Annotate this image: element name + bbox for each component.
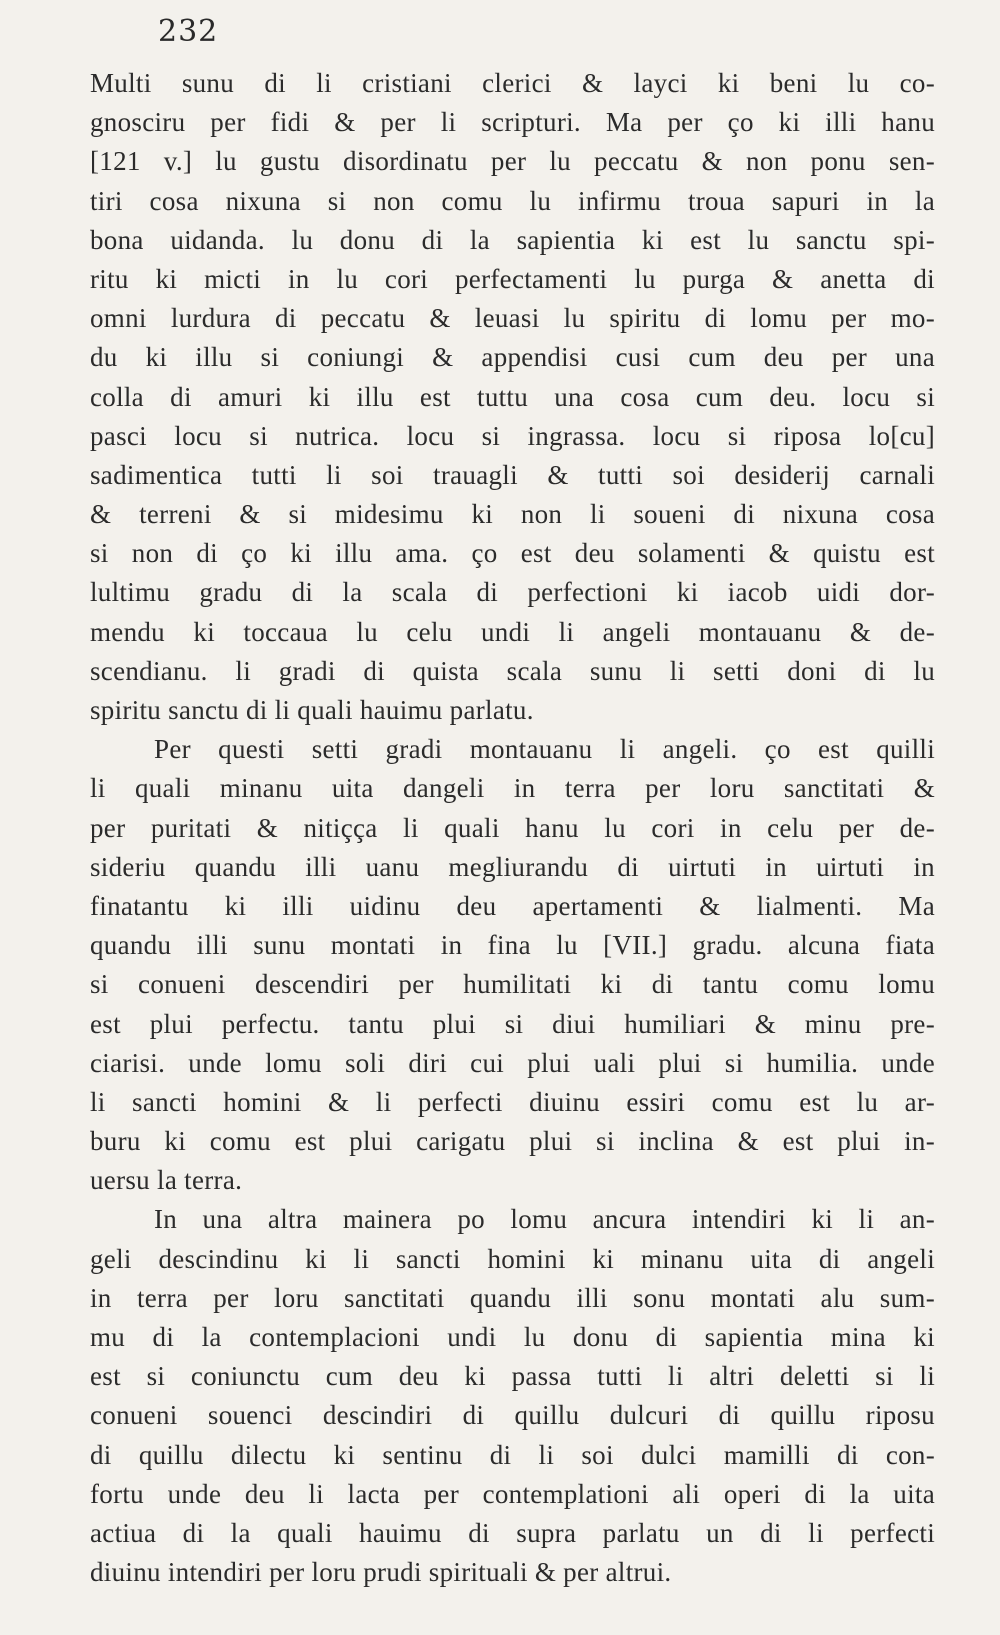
paragraph [90,64,935,730]
text-line: spiritu sanctu di li quali hauimu parlatu. [90,695,534,725]
text-line: conueni souenci descindiri di quillu dulcuri di quillu riposu [90,1400,935,1431]
text-line: mu di la contemplacioni undi lu donu di sapientia mina ki [90,1322,935,1352]
text-line: finatantu ki illi uidinu deu apertamenti & lialmenti. Ma [90,890,935,921]
text-line: ritu ki micti in lu cori perfectamenti lu purga & anetta di [90,263,935,294]
text-line: buru ki comu est plui carigatu plui si inclina & est plui in- [90,1126,935,1157]
page-number: 232 [158,14,219,49]
text-line: est si coniunctu cum deu ki passa tutti li altri deletti si li [90,1361,935,1392]
text-line: Multi sunu di li cristiani clerici & layci ki beni lu co- [90,68,935,98]
text-line: si non di ço ki illu ama. ço est deu solamenti & quistu est [90,538,935,569]
text-line: lultimu gradu di la scala di perfectioni ki iacob uidi dor- [90,577,935,608]
text-line: mendu ki toccaua lu celu undi li angeli montauanu & de- [90,616,935,647]
body-text [90,64,935,1592]
text-line: tiri cosa nixuna si non comu lu infirmu troua sapuri in la [90,185,935,216]
text-line: per puritati & nitiçça li quali hanu lu cori in celu per de- [90,812,935,843]
text-line: Per questi setti gradi montauanu li angeli. ço est quilli [154,734,935,765]
text-line: pasci locu si nutrica. locu si ingrassa. locu si riposa lo[cu] [90,420,935,451]
text-line: quandu illi sunu montati in fina lu [VII.] gradu. alcuna fiata [90,930,935,961]
text-line: actiua di la quali hauimu di supra parlatu un di li perfecti [90,1517,935,1548]
text-line: In una altra mainera po lomu ancura intendiri ki li an- [154,1204,935,1235]
text-line: colla di amuri ki illu est tuttu una cosa cum deu. locu si [90,381,935,412]
text-line: ciarisi. unde lomu soli diri cui plui uali plui si humilia. unde [90,1047,935,1078]
text-line: & terreni & si midesimu ki non li soueni di nixuna cosa [90,499,935,530]
paragraph [90,1200,935,1592]
text-line: in terra per loru sanctitati quandu illi sonu montati alu sum- [90,1282,935,1313]
text-line: geli descindinu ki li sancti homini ki minanu uita di angeli [90,1243,935,1274]
text-line: scendianu. li gradi di quista scala sunu li setti doni di lu [90,655,935,686]
text-line: si conueni descendiri per humilitati ki di tantu comu lomu [90,969,935,1000]
text-line: sideriu quandu illi uanu megliurandu di uirtuti in uirtuti in [90,851,935,882]
text-line: du ki illu si coniungi & appendisi cusi cum deu per una [90,342,935,373]
text-line: bona uidanda. lu donu di la sapientia ki est lu sanctu spi- [90,224,935,255]
text-line: sadimentica tutti li soi trauagli & tutti soi desiderij carnali [90,459,935,490]
text-line: uersu la terra. [90,1165,243,1196]
paragraph [90,730,935,1200]
text-line: fortu unde deu li lacta per contemplationi ali operi di la uita [90,1478,935,1509]
text-line: li quali minanu uita dangeli in terra per loru sanctitati & [90,773,935,804]
text-line: di quillu dilectu ki sentinu di li soi dulci mamilli di con- [90,1439,935,1470]
text-line: omni lurdura di peccatu & leuasi lu spiritu di lomu per mo- [90,303,935,334]
text-line: est plui perfectu. tantu plui si diui humiliari & minu pre- [90,1008,935,1039]
text-line: [121 v.] lu gustu disordinatu per lu peccatu & non ponu sen- [90,146,935,177]
text-line: gnosciru per fidi & per li scripturi. Ma per ço ki illi hanu [90,107,935,138]
text-line: li sancti homini & li perfecti diuinu essiri comu est lu ar- [90,1086,935,1117]
text-line: diuinu intendiri per loru prudi spirituali & per altrui. [90,1557,672,1588]
